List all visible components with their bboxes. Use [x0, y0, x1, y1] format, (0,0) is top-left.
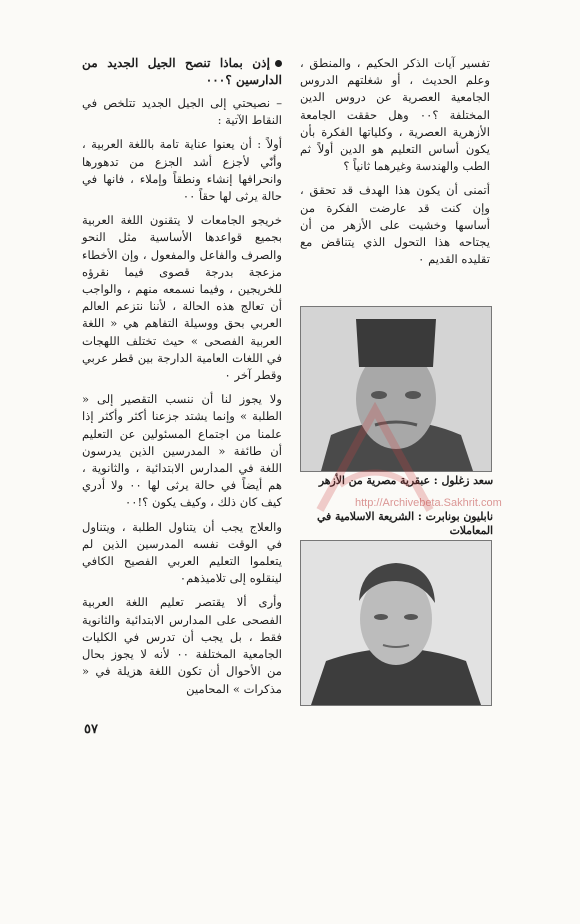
- paragraph: وأرى ألا يقتصر تعليم اللغة العربية الفصحى على المدارس الابتدائية والثانوية فقط ، بل يجب أن تدرس في الكليات الجامعية المختلفة ٠٠ لأنه لا يجوز بحال من الأحوال أن تكون اللغة هزيلة في « مذكرات » المحامين: [82, 595, 282, 696]
- paragraph: أولاً : أن يعنوا عناية تامة باللغة العربية ، وأنّي لأجزع أشد الجزع من تدهورها وانحرافها إنشاء ونطقاً وإملاء ، فانها في حالة يرثى لها حقاً ٠٠: [82, 137, 282, 204]
- portrait-photo-zaghloul: [300, 306, 492, 472]
- page-number: ٥٧: [84, 722, 98, 737]
- portrait-photo-napoleon: [300, 540, 492, 706]
- bullet-icon: [275, 60, 282, 67]
- paragraph: تفسير آيات الذكر الحكيم ، والمنطق ، وعلم الحديث ، أو شغلتهم الدروس الجامعية العصرية عن دروس الدين المختلفة ؟٠٠ وهل حققت الجامعة الأزهرية العصرية ، وكلياتها الفكرة بأن يكون أساس التعليم هو الدين أولاً ثم الطب والهندسة وغيرهما ثانياً ؟: [300, 56, 490, 174]
- paragraph: أتمنى أن يكون هذا الهدف قد تحقق ، وإن كنت قد عارضت الفكرة من أساسها وخشيت على الأزهر من أن يجتاحه هذا التحول الذي يتناقض مع تقليده القديم ٠: [300, 183, 490, 267]
- watermark-url: http://Archivebeta.Sakhrit.com: [355, 497, 502, 509]
- question-heading: [82, 55, 282, 89]
- caption-zaghloul: سعد زغلول : عبقرية مصرية من الأزهر: [318, 474, 493, 487]
- paragraph: خريجو الجامعات لا يتقنون اللغة العربية بجميع قواعدها الأساسية مثل النحو والصرف والفاعل والمفعول ، وإن الأخطاء مزعجة بدرجة قصوى فيما نقرؤه للخريجين ، وفيما نسمعه منهم ، والواجب أن تعالج هذه الحالة ، لأننا نتزعم العالم العربي بحق ووسيلة التفاهم هي « اللغة العربية الفصحى » حيث تختلف اللهجات في اللغات العامية الدارجة بين قطر عربي وقطر آخر ٠: [82, 213, 282, 383]
- left-text-column: [82, 55, 282, 705]
- right-text-column: [300, 55, 490, 275]
- paragraph: ولا يجوز لنا أن ننسب التقصير إلى « الطلبة » وإنما يشتد جزعنا أكثر وأكثر إذا علمنا من اجتماع المسئولين عن التعليم أن طائفة « المدرسين الذين يدرسون اللغة في المدارس الابتدائية ، والثانوية ، هم أيضاً في حالة يرثى لها ٠٠ ولا أدري كيف كان ذلك ، وكيف يكون ؟!٠٠: [82, 392, 283, 510]
- caption-napoleon: نابليون بونابرت : الشريعة الاسلامية في المعاملات: [317, 510, 493, 537]
- question-heading-text: إذن بماذا تنصح الجيل الجديد من الدارسين ؟٠٠٠: [82, 56, 282, 87]
- paragraph: – نصيحتي إلى الجيل الجديد تتلخص في النقاط الآتية :: [82, 96, 282, 128]
- paragraph: والعلاج يجب أن يتناول الطلبة ، ويتناول في الوقت نفسه المدرسين الذين لم يتعلموا التعليم العربي الفصيح الكافي لينقلوه إلى تلاميذهم٠: [82, 519, 282, 586]
